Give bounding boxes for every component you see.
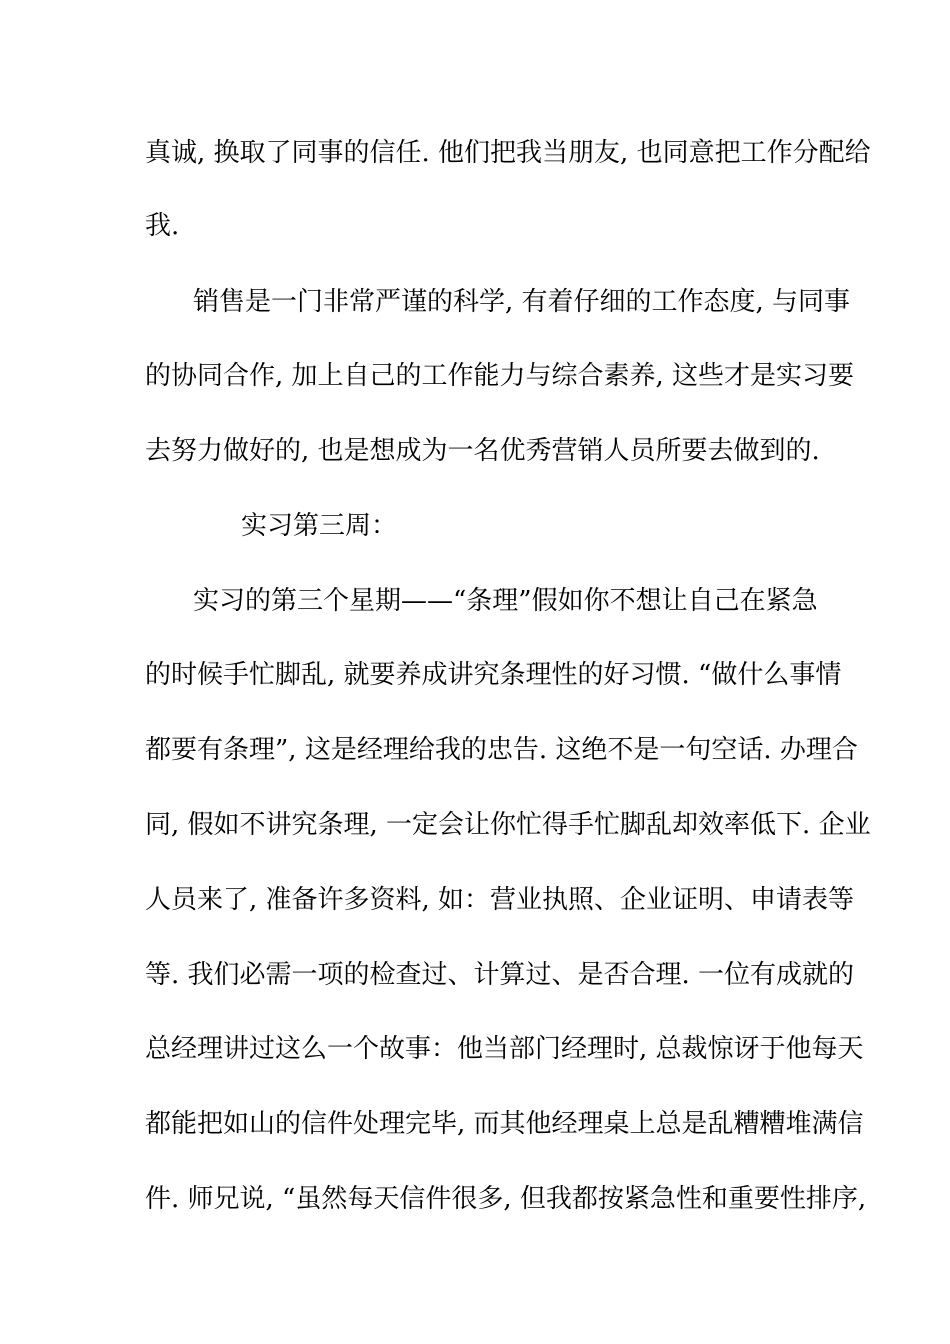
paragraph-line: 总经理讲过这么一个故事：他当部门经理时, 总裁惊讶于他每天 bbox=[145, 1034, 864, 1064]
paragraph-line: 去努力做好的, 也是想成为一名优秀营销人员所要去做到的. bbox=[145, 436, 820, 466]
paragraph-line: 销售是一门非常严谨的科学, 有着仔细的工作态度, 与同事 bbox=[193, 287, 851, 317]
paragraph-line: 都要有条理”, 这是经理给我的忠告. 这绝不是一句空话. 办理合 bbox=[145, 735, 858, 765]
paragraph-line: 都能把如山的信件处理完毕, 而其他经理桌上总是乱糟糟堆满信 bbox=[145, 1109, 864, 1139]
paragraph-line: 人员来了, 准备许多资料, 如：营业执照、企业证明、申请表等 bbox=[145, 885, 855, 915]
paragraph-line: 等. 我们必需一项的检查过、计算过、是否合理. 一位有成就的 bbox=[145, 960, 855, 990]
paragraph-line: 实习的第三个星期——“条理”假如你不想让自己在紧急 bbox=[193, 586, 818, 616]
paragraph-line: 的时候手忙脚乱, 就要养成讲究条理性的好习惯. “做什么事情 bbox=[145, 660, 842, 690]
paragraph-line: 的协同合作, 加上自己的工作能力与综合素养, 这些才是实习要 bbox=[145, 361, 855, 391]
paragraph-line: 真诚, 换取了同事的信任. 他们把我当朋友, 也同意把工作分配给 bbox=[145, 138, 871, 168]
paragraph-line: 件. 师兄说, “虽然每天信件很多, 但我都按紧急性和重要性排序, bbox=[145, 1184, 867, 1214]
section-heading: 实习第三周： bbox=[241, 511, 398, 541]
paragraph-line: 我. bbox=[145, 211, 180, 241]
paragraph-line: 同, 假如不讲究条理, 一定会让你忙得手忙脚乱却效率低下. 企业 bbox=[145, 810, 871, 840]
